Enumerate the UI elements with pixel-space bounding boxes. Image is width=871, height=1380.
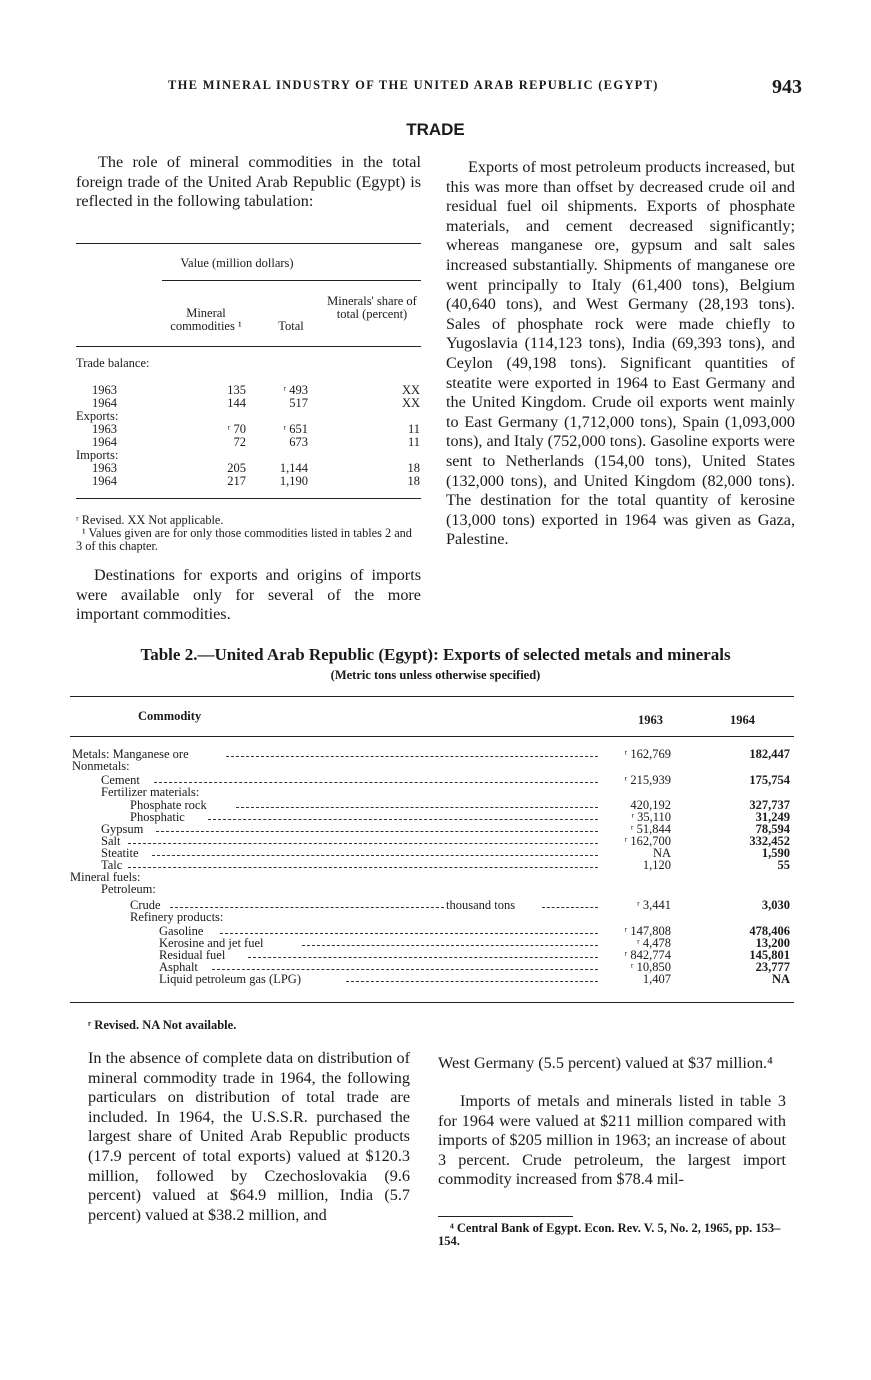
page-number: 943 [772,76,802,98]
table-row [70,786,794,798]
table-cell: 135 [227,383,246,397]
dot-leader [542,899,598,908]
value-1963: ʳ 10,850 [630,960,671,974]
column-header: Minerals' share of total (percent) [327,294,417,321]
dot-leader [128,859,598,868]
value-1964: 478,406 [749,924,790,938]
row-label: Exports: [76,409,119,423]
row-label: Steatite [101,846,139,860]
row-label: Residual fuel [159,948,226,962]
row-label: 1963 [92,461,117,475]
value-1963: NA [652,846,671,860]
table-row [70,883,794,895]
table-group-header: Value (million dollars) [180,256,294,270]
dot-leader [128,835,598,844]
dot-leader [248,949,598,958]
row-label: Liquid petroleum gas (LPG) [159,972,301,986]
table-row [70,973,794,985]
row-label: Crude [130,898,161,912]
table-cell: 517 [289,396,308,410]
table-row [70,835,794,847]
table-cell: XX [401,383,420,397]
row-label: Fertilizer materials: [101,785,200,799]
table-row [70,823,794,835]
table-row [70,748,794,760]
intro-paragraph: The role of mineral commodities in the total foreign trade of the United Arab Republic (Egypt) is reflected in the following tabulation: [76,153,421,211]
row-label: Salt [101,834,121,848]
table-row [70,811,794,823]
table-rule [70,736,794,737]
table-rule [76,243,421,244]
column-header-commodity: Commodity [138,709,202,723]
column-header: Total [278,319,304,333]
row-label: Kerosine and jet fuel [159,936,264,950]
value-1963: ʳ 4,478 [637,936,671,950]
table-rule [76,498,421,499]
table-cell: 673 [289,435,308,449]
dot-leader [208,811,598,820]
table2-subtitle: (Metric tons unless otherwise specified) [330,668,541,682]
row-label: Asphalt [159,960,198,974]
dot-leader [236,799,598,808]
table-row [70,911,794,923]
value-1964: 182,447 [749,747,790,761]
value-1964: 31,249 [755,810,790,824]
table-row [70,847,794,859]
dot-leader [152,847,598,856]
bottom-right-paragraph-2: Imports of metals and minerals listed in table 3 for 1964 were valued at $211 million compared with imports of $205 million in 1963; an increase of about 3 percent. Crude petroleum, the largest import commodity increased from $78.4 mil- [438,1092,786,1189]
table-cell: ʳ 70 [227,422,246,436]
table-cell: XX [401,396,420,410]
row-label: Gasoline [159,924,204,938]
table-cell: 1,144 [279,461,308,475]
table-cell: 144 [227,396,246,410]
running-head: THE MINERAL INDUSTRY OF THE UNITED ARAB REPUBLIC (EGYPT) [168,78,659,92]
unit-label: thousand tons [446,898,516,912]
table-cell: 205 [227,461,246,475]
value-1964: 13,200 [755,936,790,950]
row-label: Petroleum: [101,882,156,896]
right-column-paragraph: Exports of most petroleum products increased, but this was more than offset by decreased crude oil and residual fuel oil shipments. Exports of phosphate materials, and cement decreased significantly; whereas manganese ore, gypsum and salt sales increased substantially. Shipments of manganese ore went principally to Italy (61,400 tons), Belgium (40,640 tons), and West Germany (28,193 tons). Sales of phosphate rock were made chiefly to Yugoslavia (114,123 tons), India (69,393 tons), and Ceylon (49,198 tons). Significant quantities of steatite were exported in 1964 to East Germany and the United Kingdom. Crude oil exports went mainly to East Germany (1,712,000 tons), Spain (1,093,000 tons), and Italy (752,000 tons). Gasoline exports were sent to Netherlands (154,00 tons), United States (132,000 tons), and United Kingdom (82,000 tons). The destination for the total quantity of kerosine (13,000 tons) exported in 1964 was given as Gaza, Palestine. [446,158,795,549]
value-1963: ʳ 215,939 [624,773,671,787]
row-label: Nonmetals: [72,759,130,773]
value-1964: 1,590 [761,846,790,860]
table-cell: ʳ 493 [283,383,308,397]
table2-footnote: ʳ Revised. NA Not available. [88,1018,237,1032]
row-label: Talc [101,858,123,872]
dot-leader [170,899,444,908]
value-1964: 23,777 [755,960,790,974]
table-cell: 11 [407,422,420,436]
column-header-1964: 1964 [730,713,755,727]
row-label: Mineral fuels: [70,870,141,884]
section-title: TRADE [406,120,465,139]
row-label: Imports: [76,448,119,462]
dot-leader [156,823,598,832]
table-rule [76,346,421,347]
row-label: Cement [101,773,140,787]
table-cell: 1,190 [279,474,308,488]
table-row [70,760,794,772]
column-header: Mineral commodities ¹ [170,306,242,333]
footnote-rule [438,1216,573,1217]
dot-leader [220,925,598,934]
row-label: Phosphatic [130,810,185,824]
value-1963: ʳ 147,808 [624,924,671,938]
row-label: 1963 [92,383,117,397]
row-label: Phosphate rock [130,798,207,812]
value-1964: 332,452 [749,834,790,848]
column-header-1963: 1963 [638,713,663,727]
value-1964: NA [771,972,790,986]
value-1964: 55 [777,858,790,872]
row-label: Refinery products: [130,910,224,924]
footnote: ¹ Values given are for only those commodities listed in tables 2 and 3 of this chapter. [76,526,412,553]
table-row [70,859,794,871]
table-rule [70,1002,794,1003]
value-1964: 3,030 [761,898,790,912]
dot-leader [226,748,598,757]
value-1964: 145,801 [749,948,790,962]
summary-footnotes [76,514,421,553]
destinations-paragraph: Destinations for exports and origins of imports were available only for several of the more important commodities. [76,566,421,624]
value-1963: ʳ 35,110 [631,810,671,824]
table-cell: 18 [407,461,420,475]
value-1964: 78,594 [755,822,790,836]
bottom-right-paragraph-1: West Germany (5.5 percent) valued at $37 million.⁴ [438,1054,773,1072]
value-1963: ʳ 162,769 [624,747,671,761]
table-cell: 217 [227,474,246,488]
value-1963: ʳ 51,844 [630,822,671,836]
table-row [70,871,794,883]
value-1963: ʳ 162,700 [624,834,671,848]
row-label: 1964 [92,435,117,449]
value-1963: ʳ 3,441 [637,898,671,912]
row-label: 1964 [92,474,117,488]
dot-leader [154,774,598,783]
value-1964: 175,754 [749,773,790,787]
value-1963: 1,120 [642,858,671,872]
row-label: Trade balance: [76,356,150,370]
table-cell: ʳ 651 [283,422,308,436]
footnote: ʳ Revised. XX Not applicable. [76,513,224,527]
row-label: 1963 [92,422,117,436]
table-cell: 72 [233,435,246,449]
row-label: Metals: Manganese ore [72,747,189,761]
table-rule [70,696,794,697]
value-1964: 327,737 [749,798,790,812]
dot-leader [212,961,598,970]
dot-leader [346,973,598,982]
value-1963: 420,192 [630,798,671,812]
footnote-4: ⁴ Central Bank of Egypt. Econ. Rev. V. 5, No. 2, 1965, pp. 153–154. [438,1221,781,1248]
dot-leader [302,937,598,946]
table2-title: Table 2.—United Arab Republic (Egypt): Exports of selected metals and minerals [140,645,731,664]
bottom-left-paragraph: In the absence of complete data on distribution of mineral commodity trade in 1964, the following particulars on distribution of total trade are included. In 1964, the U.S.S.R. purchased the largest share of United Arab Republic products (17.9 percent of total exports) valued at $120.3 million, followed by Czechoslovakia (9.6 percent) valued at $64.9 million, India (5.7 percent) valued at $38.2 million, and [88,1049,410,1224]
row-label: 1964 [92,396,117,410]
row-label: Gypsum [101,822,144,836]
table-cell: 18 [407,474,420,488]
value-1963: ʳ 842,774 [624,948,671,962]
value-1963: 1,407 [642,972,671,986]
table-rule [162,280,421,281]
table-cell: 11 [407,435,420,449]
